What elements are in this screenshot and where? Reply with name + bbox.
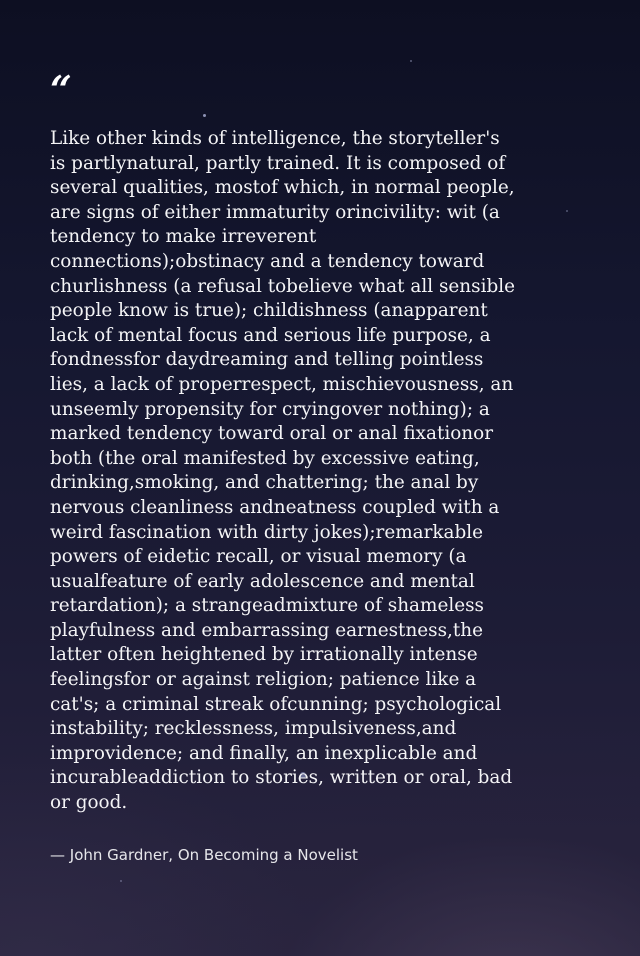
star: [203, 114, 206, 117]
quote-attribution: — John Gardner, On Becoming a Novelist: [50, 846, 358, 864]
star: [120, 880, 122, 882]
star: [410, 60, 412, 62]
quote-mark-icon: “: [50, 67, 72, 112]
quote-text: Like other kinds of intelligence, the storyteller's is partlynatural, partly trained. It is composed of several qualities, mostof which, in normal people, are signs of either immaturity orincivility: wit (a tendency to make irreverent connections);obstinacy and a tendency toward churlishness (a refusal tobelieve what all sensible people know is true); childishness (anapparent lack of mental focus and serious life purpose, a fondnessfor daydreaming and telling pointless lies, a lack of properrespect, mischievousness, an unseemly propensity for cryingover nothing); a marked tendency toward oral or anal fixationor both (the oral manifested by excessive eating, drinking,smoking, and chattering; the anal by nervous cleanliness andneatness coupled with a weird fascination with dirty jokes);remarkable powers of eidetic recall, or visual memory (a usualfeature of early adolescence and mental retardation); a strangeadmixture of shameless playfulness and embarrassing earnestness,the latter often heightened by irrationally intense feelingsfor or against religion; patience like a cat's; a criminal streak ofcunning; psychological instability; recklessness, impulsiveness,and improvidence; and finally, an inexplicable and incurableaddiction to stories, written or oral, bad or good.: [50, 128, 515, 814]
